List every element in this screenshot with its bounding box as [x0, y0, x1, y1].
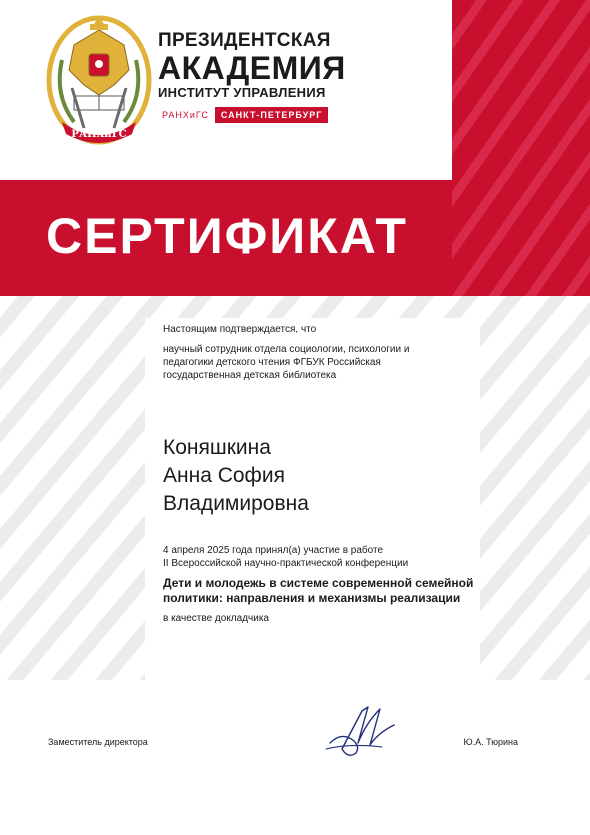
- conference-title: Дети и молодежь в системе современной семейной политики: направления и механизмы реализации: [163, 576, 474, 605]
- academy-logo: [158, 30, 363, 123]
- logo-tags: [158, 107, 363, 123]
- tag-ranhigs: РАНХиГС: [162, 110, 209, 120]
- participation-date-line: 4 апреля 2025 года принял(а) участие в работе: [163, 545, 384, 556]
- logo-line-institute: ИНСТИТУТ УПРАВЛЕНИЯ: [158, 85, 326, 100]
- participation-block: [163, 544, 553, 625]
- signature-row: [0, 736, 590, 750]
- grey-pattern-right: [480, 330, 590, 680]
- academy-emblem-icon: [44, 10, 154, 150]
- handwritten-signature: [320, 703, 400, 763]
- participant-role: в качестве докладчика: [163, 613, 269, 624]
- logo-line-academy: АКАДЕМИЯ: [158, 50, 346, 86]
- tag-saint-petersburg: САНКТ-ПЕТЕРБУРГ: [215, 107, 328, 123]
- logo-line-president: ПРЕЗИДЕНТСКАЯ: [158, 30, 331, 51]
- intro-block: [163, 323, 433, 389]
- recipient-surname: Коняшкина: [163, 436, 271, 459]
- conference-type-line: II Всероссийской научно-практической конференции: [163, 558, 409, 569]
- grey-pattern-lower: [0, 330, 145, 680]
- signatory-position: Заместитель директора: [48, 737, 148, 747]
- intro-line: Настоящим подтверждается, что: [163, 324, 317, 335]
- signatory-name: Ю.А. Тюрина: [463, 737, 518, 747]
- recipient-patronymic: Владимировна: [163, 492, 309, 515]
- recipient-name: [163, 434, 309, 518]
- certificate-title: СЕРТИФИКАТ: [46, 208, 408, 264]
- red-pattern-top: [452, 0, 590, 180]
- recipient-given-names: Анна София: [163, 464, 285, 487]
- recipient-description: научный сотрудник отдела социологии, психологии и педагогики детского чтения ФГБУК Российская государственная детская библиотека: [163, 344, 410, 381]
- emblem-ribbon-text: РАНХиГС: [71, 129, 127, 140]
